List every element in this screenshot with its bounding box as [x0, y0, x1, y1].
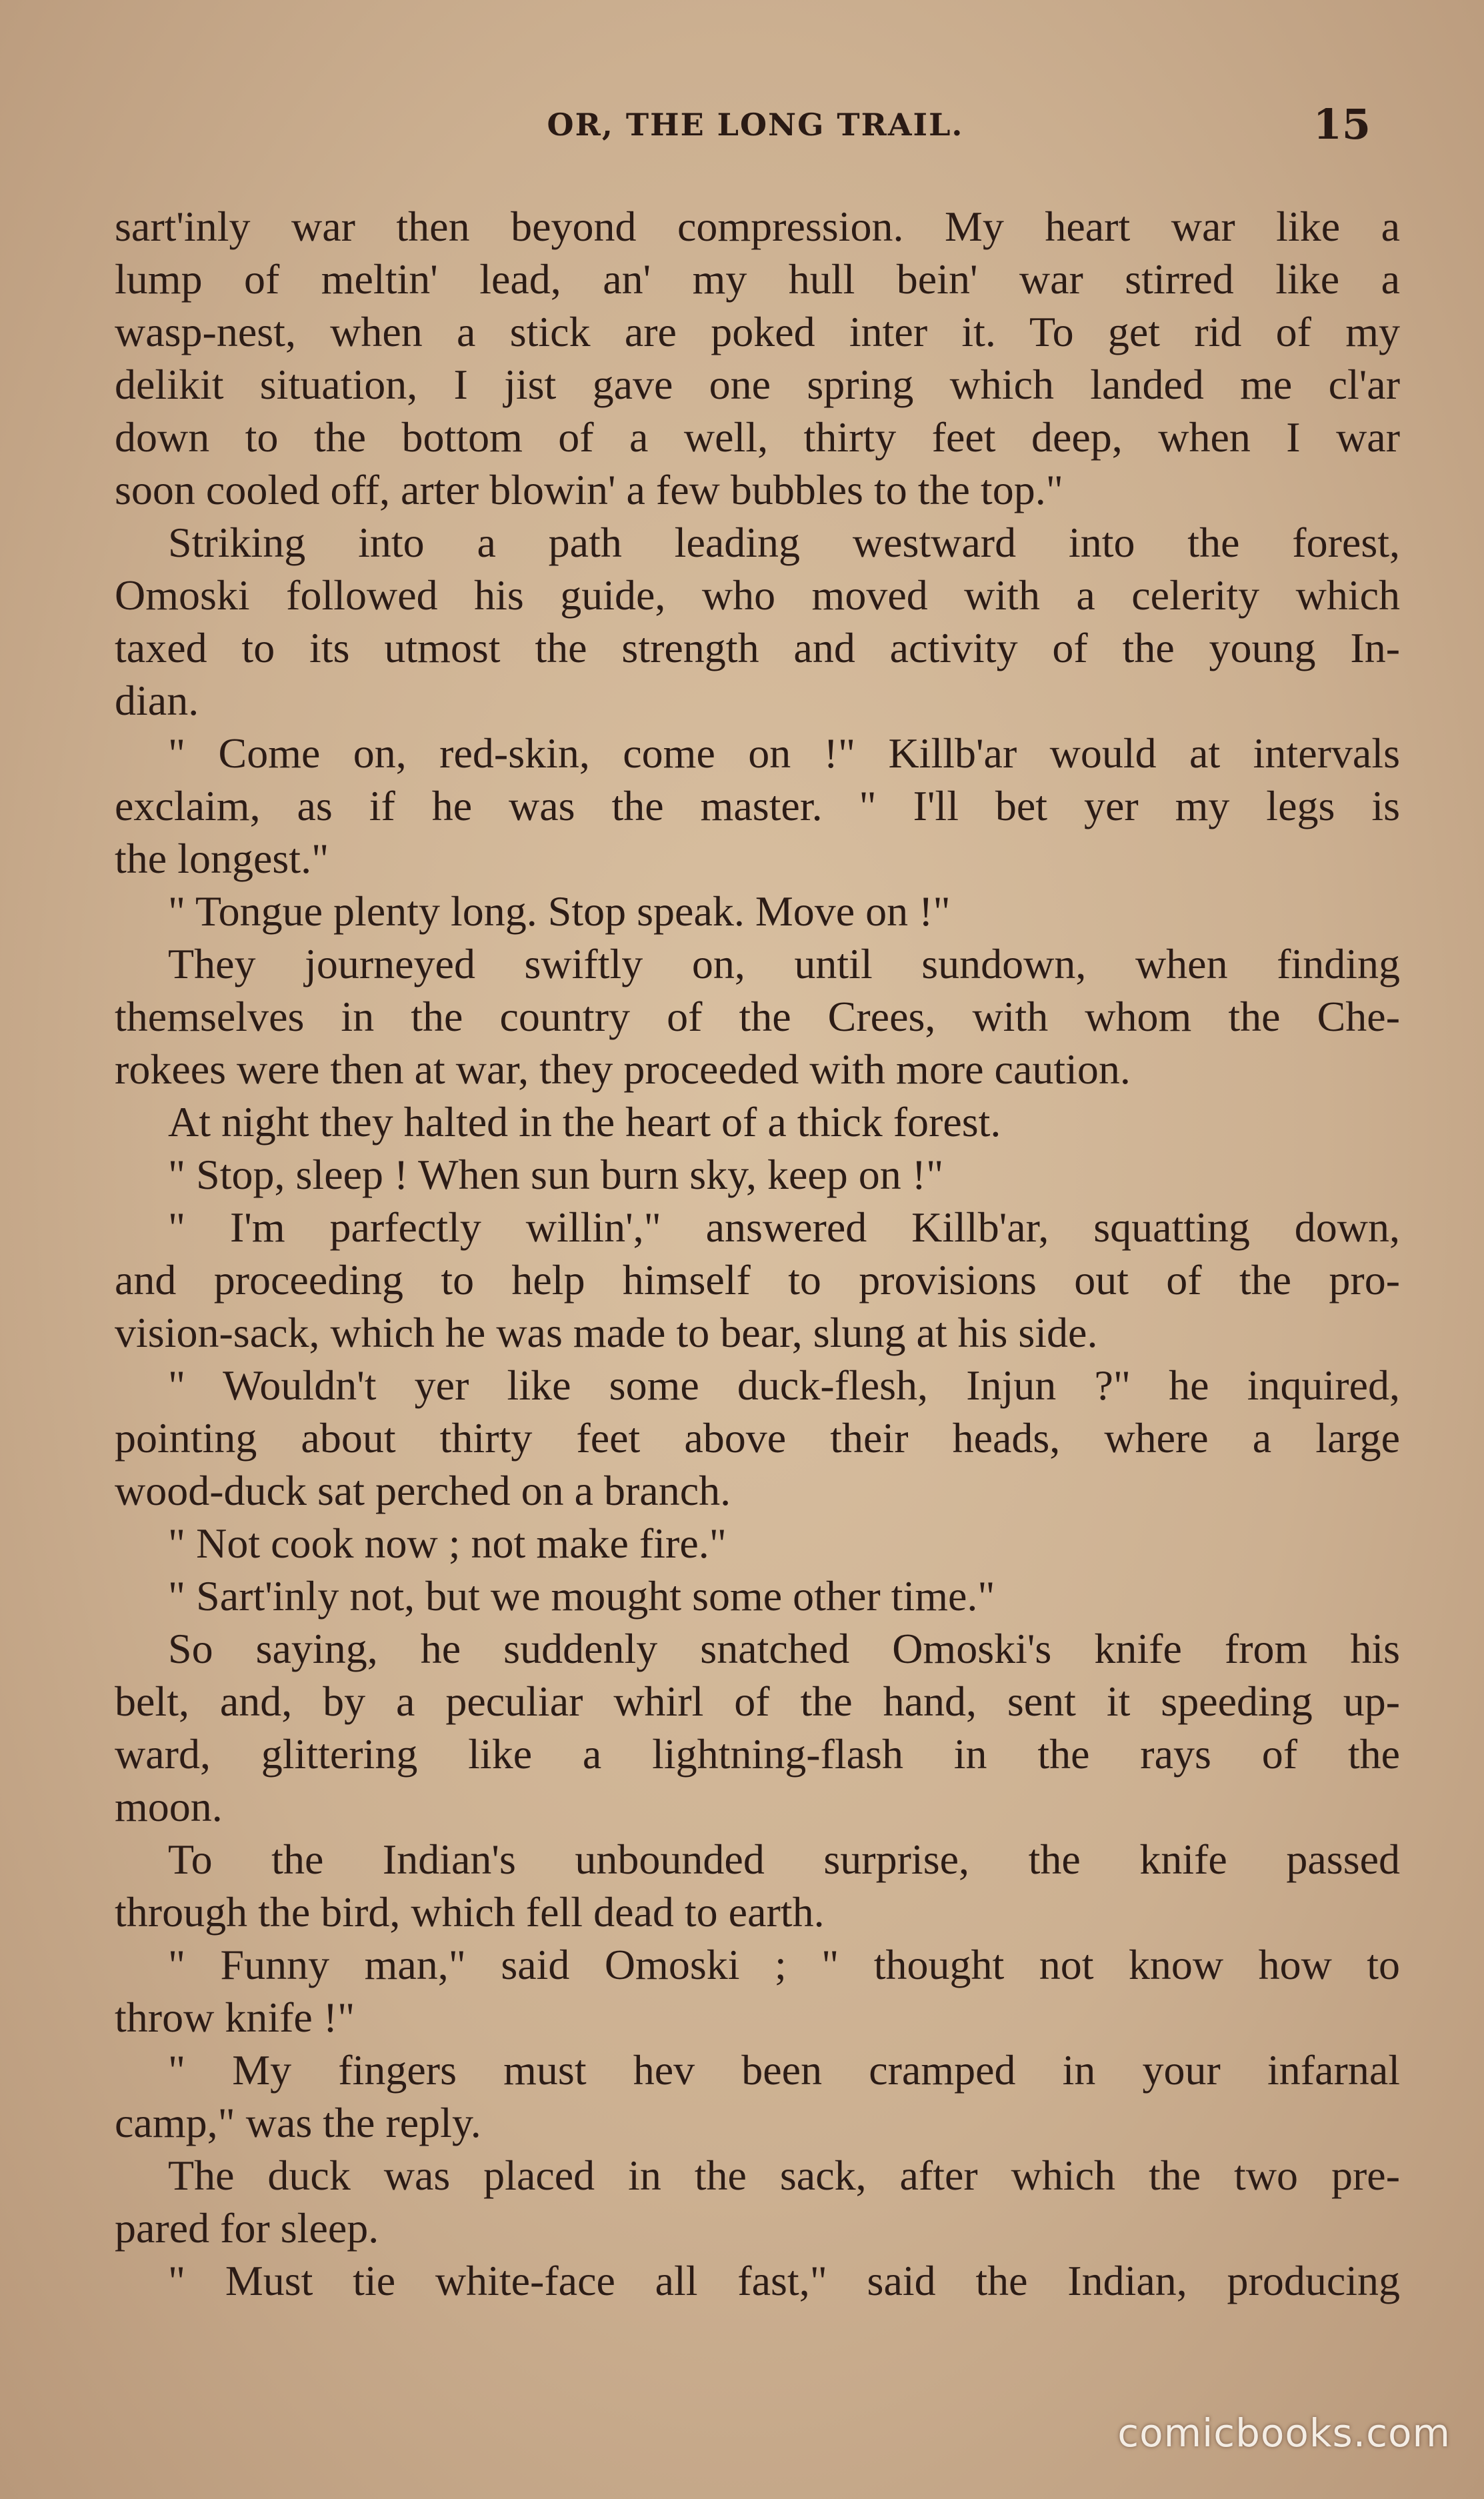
text-line: delikit situation, I jist gave one spring which landed me cl'ar [115, 361, 1400, 408]
text-line: and proceeding to help himself to provisions out of the pro- [115, 1256, 1400, 1304]
text-line: moon. [115, 1783, 223, 1830]
text-line: " Stop, sleep ! When sun burn sky, keep on !" [168, 1151, 944, 1198]
text-line: sart'inly war then beyond compression. My heart war like a [115, 203, 1400, 250]
text-line: " I'm parfectly willin'," answered Killb'ar, squatting down, [168, 1203, 1400, 1251]
text-line: " Funny man," said Omoski ; " thought not know how to [168, 1941, 1400, 1988]
text-line: wood-duck sat perched on a branch. [115, 1467, 731, 1514]
text-line: " Must tie white-face all fast," said the Indian, producing [168, 2257, 1400, 2304]
text-line: throw knife !" [115, 1994, 355, 2041]
text-line: exclaim, as if he was the master. " I'll bet yer my legs is [115, 782, 1400, 829]
text-line: " Come on, red-skin, come on !" Killb'ar would at intervals [168, 729, 1400, 777]
text-line: pointing about thirty feet above their heads, where a large [115, 1414, 1400, 1462]
text-line: dian. [115, 677, 199, 724]
text-line: At night they halted in the heart of a thick forest. [168, 1098, 1001, 1145]
text-line: pared for sleep. [115, 2204, 379, 2252]
text-line: camp," was the reply. [115, 2099, 481, 2146]
text-line: Omoski followed his guide, who moved with a celerity which [115, 571, 1400, 619]
text-line: themselves in the country of the Crees, with whom the Che- [115, 993, 1400, 1040]
text-line: The duck was placed in the sack, after which the two pre- [168, 2152, 1400, 2199]
text-line: lump of meltin' lead, an' my hull bein' war stirred like a [115, 255, 1400, 303]
text-line: ward, glittering like a lightning-flash in the rays of the [115, 1730, 1400, 1778]
text-line: vision-sack, which he was made to bear, slung at his side. [115, 1309, 1098, 1356]
watermark: comicbooks.com [1117, 2410, 1451, 2456]
text-line: Striking into a path leading westward into the forest, [168, 519, 1400, 566]
text-line: " My fingers must hev been cramped in your infarnal [168, 2046, 1400, 2094]
text-line: So saying, he suddenly snatched Omoski's knife from his [168, 1625, 1400, 1672]
text-line: " Not cook now ; not make fire." [168, 1520, 727, 1567]
text-line: through the bird, which fell dead to earth. [115, 1888, 825, 1936]
running-head: OR, THE LONG TRAIL. [547, 107, 964, 143]
text-line: wasp-nest, when a stick are poked inter it. To get rid of my [115, 308, 1400, 355]
text-line: down to the bottom of a well, thirty feet deep, when I war [115, 413, 1400, 461]
text-line: They journeyed swiftly on, until sundown, when finding [168, 940, 1400, 987]
page-header [113, 100, 1397, 153]
body-text [115, 200, 1400, 2307]
text-line: the longest." [115, 835, 329, 882]
text-line: " Sart'inly not, but we mought some other time." [168, 1572, 995, 1620]
text-line: soon cooled off, arter blowin' a few bubbles to the top." [115, 466, 1063, 513]
page-number: 15 [1313, 100, 1371, 149]
text-line: " Wouldn't yer like some duck-flesh, Injun ?" he inquired, [168, 1362, 1400, 1409]
text-line: To the Indian's unbounded surprise, the knife passed [168, 1836, 1400, 1883]
text-line: taxed to its utmost the strength and activity of the young In- [115, 624, 1400, 671]
text-line: belt, and, by a peculiar whirl of the hand, sent it speeding up- [115, 1678, 1400, 1725]
text-line: rokees were then at war, they proceeded with more caution. [115, 1045, 1131, 1093]
text-line: " Tongue plenty long. Stop speak. Move on !" [168, 887, 951, 935]
